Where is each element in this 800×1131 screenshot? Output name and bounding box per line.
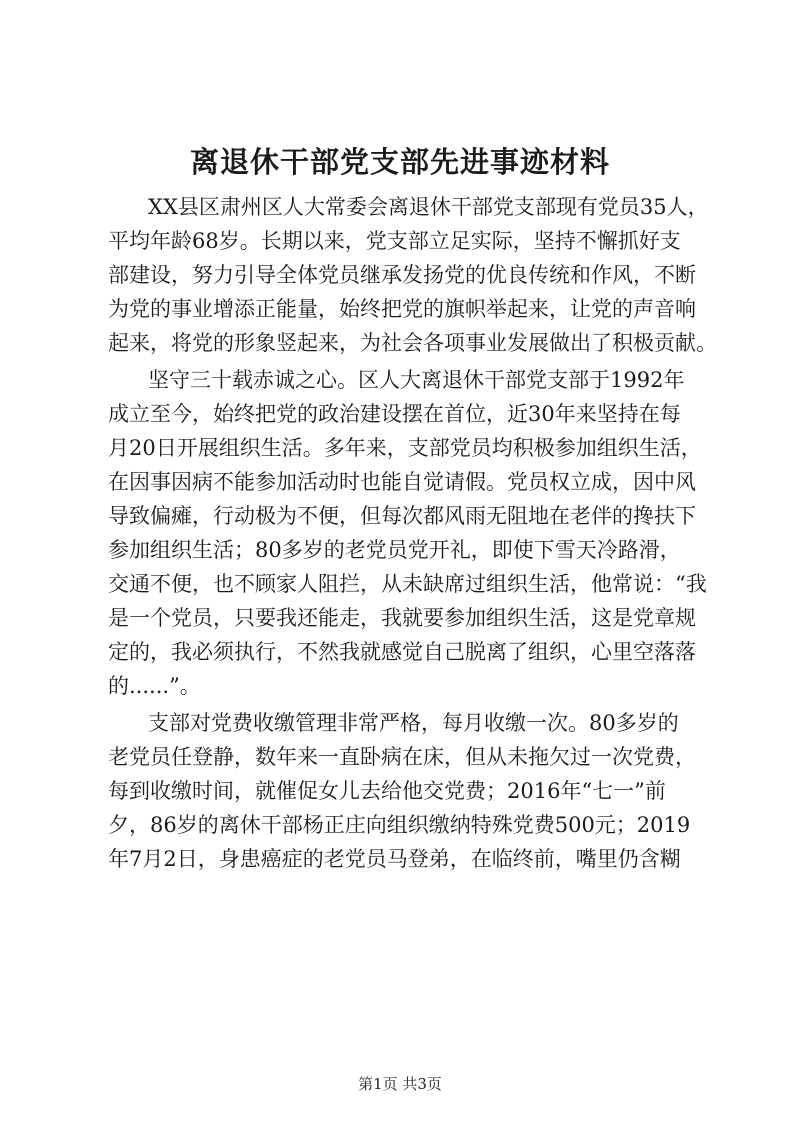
page-footer: 第1页 共3页 (358, 1075, 442, 1093)
paragraph-2 (108, 363, 712, 703)
paragraph-1 (108, 190, 717, 360)
paragraph-line: 在因事因病不能参加活动时也能自觉请假。党员权立成，因中风 (108, 470, 696, 494)
paragraph-line: 每到收缴时间，就催促女儿去给他交党费；2016年“七一”前 (108, 779, 666, 803)
paragraph-line: 部建设，努力引导全体党员继承发扬党的优良传统和作风，不断 (108, 263, 696, 287)
paragraph-line: 年7月2日，身患癌症的老党员马登弟，在临终前，嘴里仍含糊 (108, 847, 681, 871)
paragraph-line: 夕，86岁的离休干部杨正庄向组织缴纳特殊党费500元；2019 (108, 813, 691, 837)
paragraph-line: 平均年龄68岁。长期以来，党支部立足实际，坚持不懈抓好支 (108, 229, 681, 253)
paragraph-line: 起来，将党的形象竖起来，为社会各项事业发展做出了积极贡献。 (108, 331, 717, 355)
paragraph-3 (108, 706, 712, 876)
document-body (108, 190, 717, 879)
paragraph-line: 成立至今，始终把党的政治建设摆在首位，近30年来坚持在每 (108, 402, 681, 426)
paragraph-line: 支部对党费收缴管理非常严格，每月收缴一次。80多岁的 (148, 711, 679, 735)
paragraph-line: 交通不便，也不顾家人阻拦，从未缺席过组织生活，他常说：“我 (108, 572, 707, 596)
paragraph-line: 定的，我必须执行，不然我就感觉自己脱离了组织，心里空落落 (108, 640, 696, 664)
paragraph-line: 老党员任登静，数年来一直卧病在床，但从未拖欠过一次党费， (108, 745, 696, 769)
paragraph-line: XX县区肃州区人大常委会离退休干部党支部现有党员35人， (148, 195, 709, 219)
paragraph-line: 导致偏瘫，行动极为不便，但每次都风雨无阻地在老伴的搀扶下 (108, 504, 696, 528)
paragraph-line: 为党的事业增添正能量，始终把党的旗帜举起来，让党的声音响 (108, 297, 696, 321)
document-title: 离退休干部党支部先进事迹材料 (189, 145, 610, 179)
paragraph-line: 参加组织生活；80多岁的老党员党开礼，即使下雪天冷路滑， (108, 538, 681, 562)
paragraph-line: 坚守三十载赤诚之心。区人大离退休干部党支部于1992年 (148, 368, 685, 392)
paragraph-line: 的......”。 (108, 674, 201, 698)
paragraph-line: 月20日开展组织生活。多年来，支部党员均积极参加组织生活， (108, 436, 702, 460)
paragraph-line: 是一个党员，只要我还能走，我就要参加组织生活，这是党章规 (108, 606, 696, 630)
